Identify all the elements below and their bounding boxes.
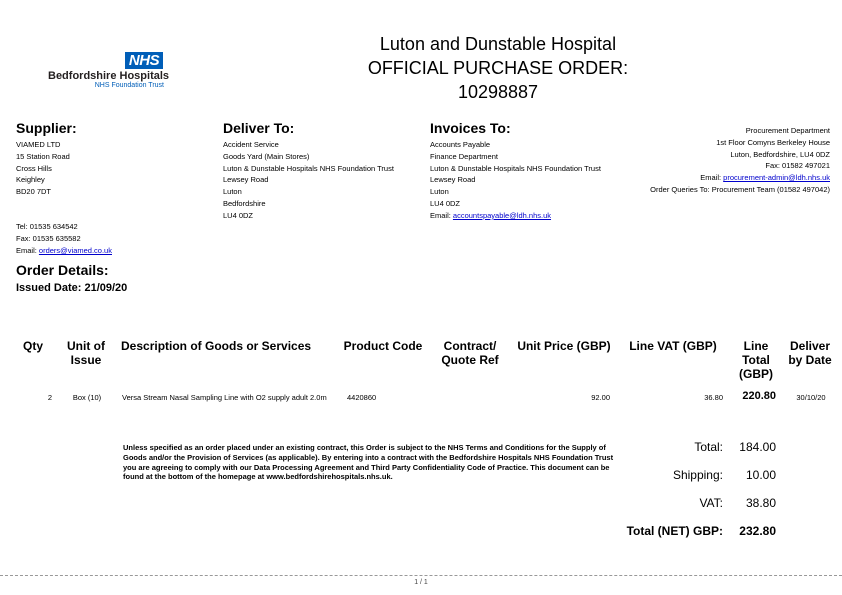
- deliver-to-address: [223, 139, 394, 222]
- invoices-to-section: [430, 120, 601, 222]
- col-header-contract: Contract/ Quote Ref: [441, 339, 499, 367]
- email-label: Email:: [700, 173, 724, 183]
- logo-org-name: Bedfordshire Hospitals: [48, 70, 170, 82]
- total-label: Total:: [694, 440, 723, 454]
- deliver-to-heading: Deliver To:: [223, 120, 295, 136]
- cell-unit-price: 92.00: [591, 393, 610, 402]
- vat-value: 38.80: [745, 496, 776, 510]
- address-line: Goods Yard (Main Stores): [223, 151, 310, 161]
- issued-date: Issued Date: 21/09/20: [16, 282, 128, 294]
- email-label: Email:: [16, 245, 39, 255]
- order-number: 10298887: [457, 82, 539, 102]
- cell-description: Versa Stream Nasal Sampling Line with O2 supply adult 2.0m: [122, 393, 327, 402]
- supplier-address: [16, 139, 112, 256]
- col-header-product-code: Product Code: [343, 339, 423, 353]
- supplier-tel: Tel: 01535 634542: [16, 221, 78, 231]
- procurement-contact: [650, 125, 830, 196]
- nhs-badge: NHS: [125, 52, 163, 69]
- address-line: Accident Service: [223, 140, 279, 149]
- procurement-line: 1st Floor Comyns Berkeley House: [716, 137, 830, 147]
- page-divider: [0, 575, 842, 576]
- address-line: Bedfordshire: [223, 198, 266, 208]
- vat-label: VAT:: [699, 496, 723, 510]
- col-header-line-total: Line Total (GBP): [739, 339, 773, 381]
- invoices-email-link[interactable]: accountspayable@ldh.nhs.uk: [452, 210, 552, 220]
- email-label: Email:: [430, 210, 453, 220]
- logo-sub-name: NHS Foundation Trust: [94, 82, 164, 89]
- cell-qty: 2: [47, 393, 52, 402]
- cell-product-code: 4420860: [347, 393, 377, 402]
- order-queries: Order Queries To: Procurement Team (01582 497042): [650, 184, 830, 194]
- supplier-heading: Supplier:: [16, 120, 77, 136]
- procurement-line: Fax: 01582 497021: [765, 161, 830, 171]
- supplier-fax: Fax: 01535 635582: [16, 233, 81, 243]
- shipping-value: 10.00: [745, 468, 776, 482]
- address-line: LU4 0DZ: [430, 198, 461, 208]
- order-details-heading: Order Details:: [16, 262, 109, 278]
- address-line: Finance Department: [430, 151, 498, 161]
- procurement-email-link[interactable]: procurement-admin@ldh.nhs.uk: [723, 173, 830, 183]
- col-header-qty: Qty: [22, 339, 43, 353]
- address-line: Luton: [223, 187, 242, 197]
- document-title: OFFICIAL PURCHASE ORDER:: [367, 58, 629, 78]
- address-line: Luton: [430, 187, 449, 197]
- address-line: LU4 0DZ: [223, 210, 254, 220]
- table-row: [0, 392, 842, 412]
- invoices-to-address: [430, 139, 601, 222]
- terms-notice: Unless specified as an order placed under an existing contract, this Order is subject to the NHS Terms and Conditions for the Supply of Goods and/or the Provision of Services (as applicable). By entering into a contract with the Bedfordshire Hospitals NHS Foundation Trust you are agreeing to comply with our Data Processing Agreement and Third Party Confidentiality Code of Practice. This document can be found at the bottom of the homepage at www.bedfordshirehospitals.nhs.uk.: [123, 443, 614, 482]
- col-header-line-vat: Line VAT (GBP): [629, 339, 717, 353]
- address-line: Lewsey Road: [430, 175, 476, 185]
- address-line: Accounts Payable: [430, 140, 491, 149]
- address-line: Keighley: [16, 175, 45, 185]
- cell-line-vat: 36.80: [704, 393, 723, 402]
- procurement-line: Procurement Department: [745, 126, 830, 135]
- address-line: Luton & Dunstable Hospitals NHS Foundation Trust: [430, 163, 601, 173]
- invoices-to-heading: Invoices To:: [430, 120, 511, 136]
- deliver-to-section: [223, 120, 394, 222]
- total-value: 184.00: [739, 440, 776, 454]
- cell-line-total: 220.80: [742, 390, 776, 402]
- address-line: VIAMED LTD: [16, 140, 61, 149]
- address-line: Lewsey Road: [223, 175, 269, 185]
- page-number: 1 / 1: [414, 579, 428, 586]
- supplier-section: [16, 120, 112, 256]
- address-line: 15 Station Road: [16, 151, 70, 161]
- col-header-deliver-by: Deliver by Date: [788, 339, 832, 367]
- procurement-line: Luton, Bedfordshire, LU4 0DZ: [730, 149, 830, 159]
- address-line: Cross Hills: [16, 163, 52, 173]
- hospital-name: Luton and Dunstable Hospital: [379, 34, 617, 54]
- col-header-description: Description of Goods or Services: [121, 339, 312, 353]
- net-total-value: 232.80: [739, 524, 776, 538]
- cell-deliver-date: 30/10/20: [796, 393, 826, 402]
- net-total-label: Total (NET) GBP:: [626, 524, 723, 538]
- shipping-label: Shipping:: [672, 468, 723, 482]
- address-line: Luton & Dunstable Hospitals NHS Foundation Trust: [223, 163, 394, 173]
- address-line: BD20 7DT: [16, 187, 52, 197]
- trust-logo: [48, 52, 170, 90]
- cell-unit: Box (10): [72, 393, 102, 402]
- col-header-unit: Unit of Issue: [67, 339, 105, 367]
- col-header-unit-price: Unit Price (GBP): [517, 339, 611, 353]
- supplier-email-link[interactable]: orders@viamed.co.uk: [38, 245, 112, 255]
